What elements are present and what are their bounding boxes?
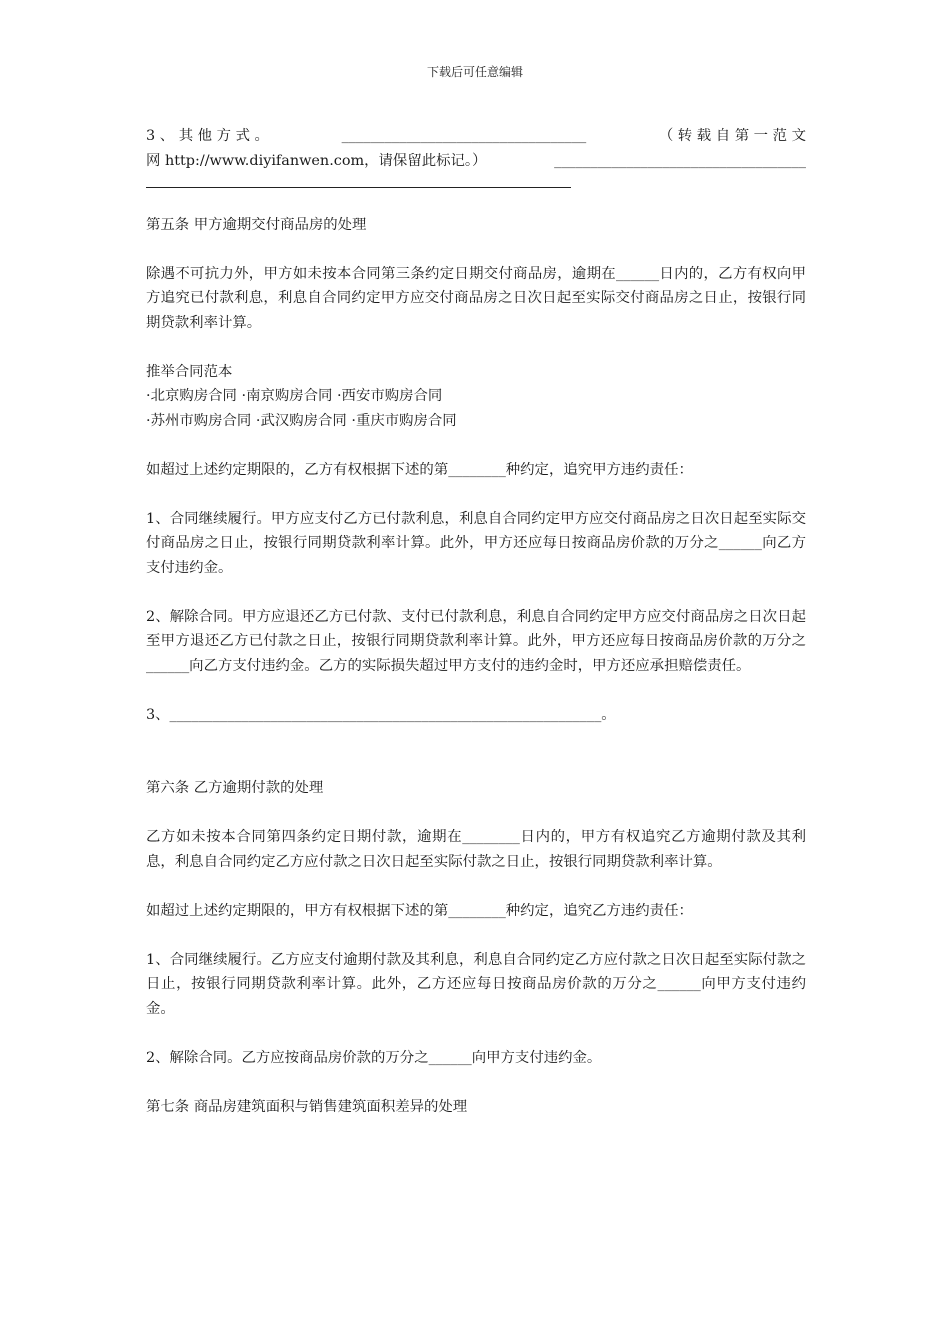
document-body xyxy=(146,124,806,1144)
article-7-title: 第七条 商品房建筑面积与销售建筑面积差异的处理 xyxy=(146,1098,468,1115)
other-way-clause xyxy=(146,124,806,188)
article-5-item-1: 1、合同继续履行。甲方应支付乙方已付款利息，利息自合同约定甲方应交付商品房之日次日起至实际交付商品房之日止，按银行同期贷款利率计算。此外，甲方还应每日按商品房价款的万分之______向乙方支付违约金。 xyxy=(146,510,806,576)
article-5-paragraph-2: 如超过上述约定期限的，乙方有权根据下述的第________种约定，追究甲方违约责任： xyxy=(146,461,693,478)
recommended-links-2: ·苏州市购房合同 ·武汉购房合同 ·重庆市购房合同 xyxy=(146,412,457,429)
article-6-title: 第六条 乙方逾期付款的处理 xyxy=(146,780,324,796)
article-6-item-1: 1、合同继续履行。乙方应支付逾期付款及其利息，利息自合同约定乙方应付款之日次日起至实际付款之日止，按银行同期贷款利率计算。此外，乙方还应每日按商品房价款的万分之______向甲方支付违约金。 xyxy=(146,951,806,1017)
recommended-links-1: ·北京购房合同 ·南京购房合同 ·西安市购房合同 xyxy=(146,388,443,404)
other-way-url-note: 网 http://www.diyifanwen.com，请保留此标记。） xyxy=(146,152,487,169)
other-way-blank: __________________________________ xyxy=(341,128,587,144)
article-5-title: 第五条 甲方逾期交付商品房的处理 xyxy=(146,216,367,233)
article-5-paragraph-1: 除遇不可抗力外，甲方如未按本合同第三条约定日期交付商品房，逾期在______日内的，乙方有权向甲方追究已付款利息，利息自合同约定甲方应交付商品房之日次日起至实际交付商品房之日止，按银行同期贷款利率计算。 xyxy=(146,265,806,331)
other-way-label: 3 、 其 他 方 式 。 xyxy=(146,128,269,144)
article-6-paragraph-1: 乙方如未按本合同第四条约定日期付款，逾期在________日内的，甲方有权追究乙方逾期付款及其利息，利息自合同约定乙方应付款之日次日起至实际付款之日止，按银行同期贷款利率计算。 xyxy=(146,829,806,870)
article-5-item-2: 2、解除合同。甲方应退还乙方已付款、支付已付款利息，利息自合同约定甲方应交付商品房之日次日起至甲方退还乙方已付款之日止，按银行同期贷款利率计算。此外，甲方还应每日按商品房价款的万分之______向乙方支付违约金。乙方的实际损失超过甲方支付的违约金时，甲方还应承担赔偿责任。 xyxy=(146,608,806,674)
other-way-blank-2: ___________________________________ xyxy=(554,152,806,169)
recommended-contracts xyxy=(146,360,806,434)
other-way-line-2 xyxy=(146,149,806,174)
recommended-title: 推举合同范本 xyxy=(146,363,233,380)
article-5-item-3: 3、____________________________________________________________。 xyxy=(146,706,616,723)
other-way-source: （ 转 载 自 第 一 范 文 xyxy=(658,128,806,144)
other-way-line-1 xyxy=(146,124,806,149)
article-6-paragraph-2: 如超过上述约定期限的，甲方有权根据下述的第________种约定，追究乙方违约责任： xyxy=(146,902,693,919)
article-6-item-2: 2、解除合同。乙方应按商品房价款的万分之______向甲方支付违约金。 xyxy=(146,1049,602,1066)
page-header-note: 下载后可任意编辑 xyxy=(426,65,523,79)
